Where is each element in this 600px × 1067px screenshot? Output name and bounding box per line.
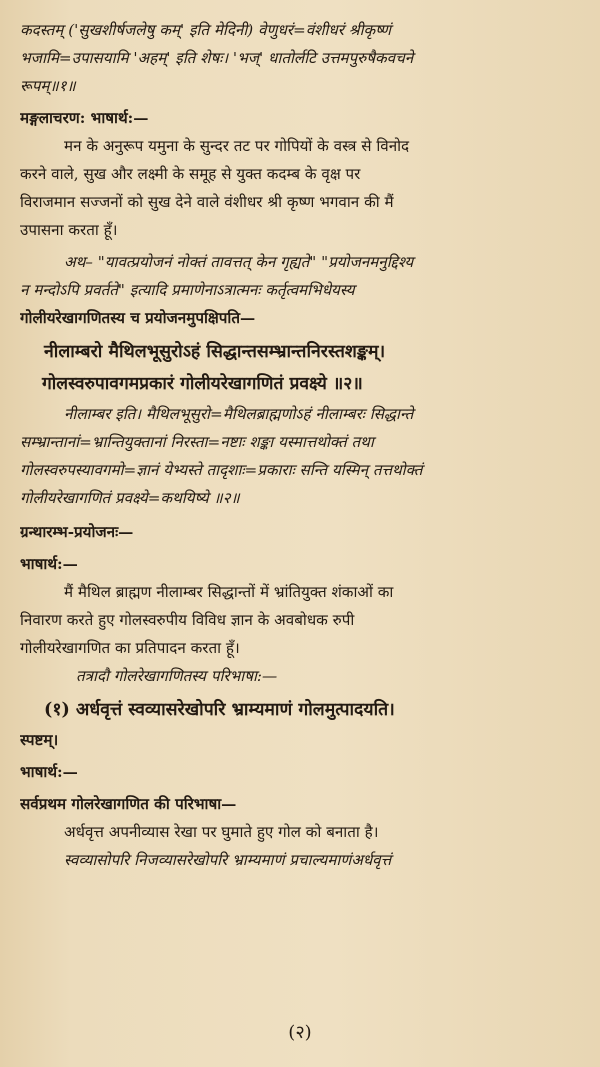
definition-heading: सर्वप्रथम गोलरेखागणित की परिभाषा— <box>20 795 237 813</box>
verse-commentary-line: नीलाम्बर इति। मैथिलभूसुरो=मैथिलब्राह्मणोऽहं नीलाम्बरः सिद्धान्ते <box>64 405 414 423</box>
section-heading-bhasharth: भाषार्थ:— <box>20 763 78 781</box>
intro-commentary <box>20 248 574 332</box>
translation-line: गोलीयरेखागणित का प्रतिपादन करता हूँ। <box>20 639 240 657</box>
verse-commentary-line: गोलस्वरुपस्यावगमो=ज्ञानं येभ्यस्ते तादृशाः=प्रकाराः सन्ति यस्मिन् तत्तथोक्तं <box>20 461 423 479</box>
translation-line: विराजमान सज्जनों को सुख देने वाले वंशीधर श्री कृष्ण भगवान की मैं <box>20 193 394 211</box>
intro-line: अथ– "यावत्प्रयोजनं नोक्तं तावत्तत् केन गृह्यते" "प्रयोजनमनुद्दिश्य <box>64 253 414 271</box>
spashtam-label: स्पष्टम्। <box>20 731 59 749</box>
intro-line: न मन्दोऽपि प्रवर्तते" इत्यादि प्रमाणेनाऽत्रात्मनः कर्तृत्वमभिधेयस्य <box>20 281 355 299</box>
mangalacharan-translation <box>20 132 574 244</box>
page-number: (२) <box>288 1022 312 1043</box>
translation-line: करने वाले, सुख और लक्ष्मी के समूह से युक्त कदम्ब के वृक्ष पर <box>20 165 361 183</box>
verse-commentary <box>20 400 574 512</box>
intro-line: गोलीयरेखागणितस्य च प्रयोजनमुपक्षिपति— <box>20 309 256 327</box>
definition-intro: तत्रादौ गोलरेखागणितस्य परिभाषा:— <box>76 667 278 685</box>
definition-line: अर्धवृत्त अपनीव्यास रेखा पर घुमाते हुए गोल को बनाता है। <box>64 823 379 841</box>
section-heading-granthrambh: ग्रन्थारम्भ-प्रयोजनः— <box>20 523 134 541</box>
verse-commentary-line: सम्भ्रान्तानां=भ्रान्तियुक्तानां निरस्ता=नष्टाः शङ्का यस्मात्तथोक्तं तथा <box>20 433 374 451</box>
top-commentary <box>20 16 574 100</box>
verse-commentary-line: गोलीयरेखागणितं प्रवक्ष्ये=कथयिष्ये ॥२॥ <box>20 489 240 507</box>
commentary-line: भजामि=उपासयामि 'अहम्' इति शेषः। 'भज्' धातोर्लटि उत्तमपुरुषैकवचने <box>20 49 414 67</box>
definition-commentary: स्वव्यासोपरि निजव्यासरेखोपरि भ्राम्यमाणं प्रचाल्यमाणंअर्धवृत्तं <box>64 851 392 869</box>
commentary-line: रूपम्॥१॥ <box>20 77 76 95</box>
shloka-verse <box>20 336 574 400</box>
translation-line: मन के अनुरूप यमुना के सुन्दर तट पर गोपियों के वस्त्र से विनोद <box>64 137 410 155</box>
section-heading-mangalacharan: मङ्गलाचरण: भाषार्थ:— <box>20 109 149 127</box>
commentary-line: कदस्तम् ('सुखशीर्षजलेषु कम्' इति मेदिनी) वेणुधरं=वंशीधरं श्रीकृष्णं <box>20 21 392 39</box>
section-subheading-bhasharth: भाषार्थ:— <box>20 555 78 573</box>
translation-line: निवारण करते हुए गोलस्वरुपीय विविध ज्ञान के अवबोधक रुपी <box>20 611 355 629</box>
translation-line: मैं मैथिल ब्राह्मण नीलाम्बर सिद्धान्तों में भ्रांतियुक्त शंकाओं का <box>64 583 394 601</box>
translation-line: उपासना करता हूँ। <box>20 221 118 239</box>
verse-line: गोलस्वरुपावगमप्रकारं गोलीयरेखागणितं प्रवक्ष्ये ॥२॥ <box>42 374 363 394</box>
verse-line: नीलाम्बरो मैथिलभूसुरोऽहं सिद्धान्तसम्भ्रान्तनिरस्तशङ्कम्। <box>44 341 386 362</box>
granthrambh-translation <box>20 578 574 662</box>
sutra-line: (१) अर्धवृत्तं स्वव्यासरेखोपरि भ्राम्यमाणं गोलमुत्पादयति। <box>44 699 395 720</box>
